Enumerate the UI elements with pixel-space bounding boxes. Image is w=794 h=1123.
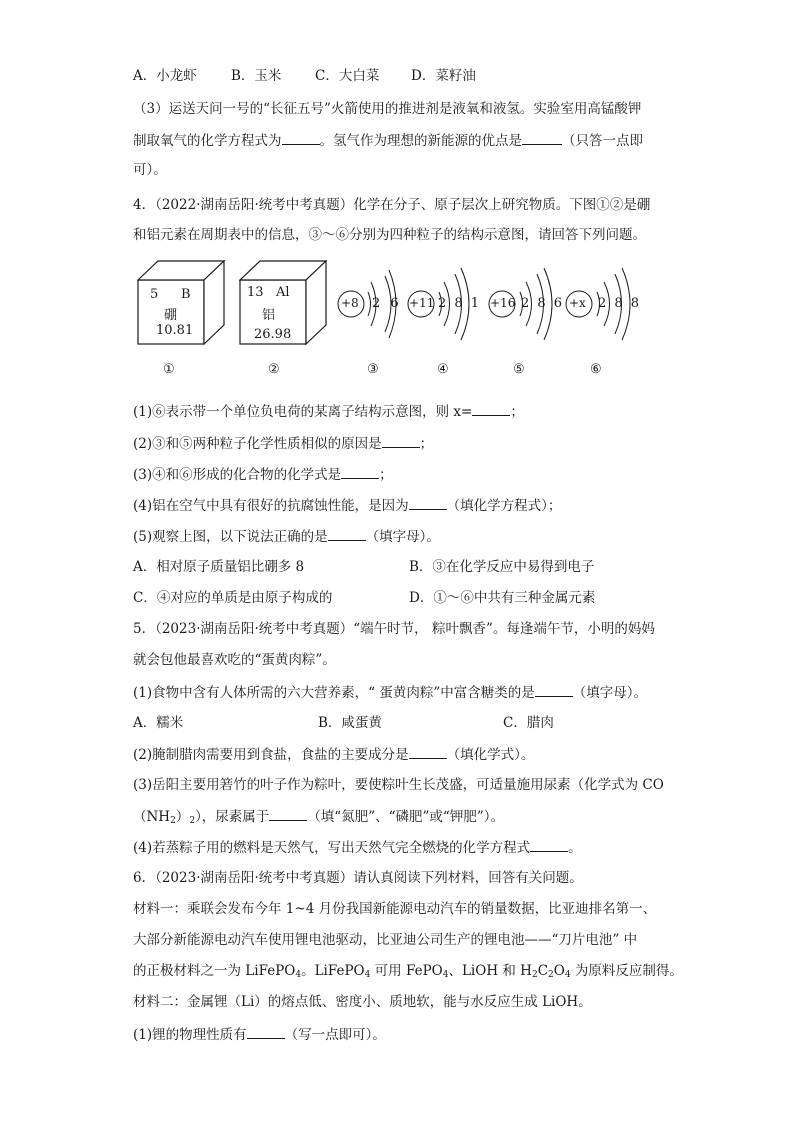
answer-blank[interactable] [269, 807, 307, 821]
q4-line-2: 和铝元素在周期表中的信息，③～⑥分别为四种粒子的结构示意图，请回答下列问题。 [133, 227, 646, 243]
option-c: C．大白菜 [315, 68, 380, 84]
q5-sub-1: (1)食物中含有人体所需的六大营养素，“ 蛋黄肉粽”中富含糖类的是 （填字母）。 [133, 685, 647, 701]
q5-sub-3-line-2: $(NH_2)_2$），尿素属于 （填“氮肥”、“磷肥”或“钾肥”）。 [133, 809, 504, 826]
q5-line-1: 5．（2023·湖南岳阳·统考中考真题）“端午时节， 粽叶飘香”。每逢端午节，小明的妈妈 [133, 621, 655, 637]
answer-blank[interactable] [535, 683, 573, 697]
q3-line-1: （3）运送天问一号的“长征五号”火箭使用的推进剂是液氧和液氢。实验室用高锰酸钾 [133, 101, 642, 117]
q6-sub-1: (1)锂的物理性质有 （写一点即可）。 [133, 1027, 386, 1043]
q4-sub-2: (2)③和⑤两种粒子化学性质相似的原因是 ； [133, 436, 434, 452]
answer-blank[interactable] [522, 131, 562, 145]
q5-option-a: A．糯米 [133, 715, 184, 731]
q3-line-3: 可）。 [133, 162, 167, 178]
q5-option-b: B．咸蛋黄 [318, 715, 382, 731]
q5-sub-4: (4)若蒸粽子用的燃料是天然气，写出天然气完全燃烧的化学方程式 。 [133, 840, 582, 856]
q4-sub-4: (4)铝在空气中具有很好的抗腐蚀性能，是因为 （填化学方程式）； [133, 498, 562, 514]
q4-sub-5: (5)观察上图，以下说法正确的是 （填字母）。 [133, 529, 440, 545]
label-5: ⑤ [513, 362, 525, 377]
q3-line-2: 制取氧气的化学方程式为 。氢气作为理想的新能源的优点是 （只答一点即 [133, 133, 643, 149]
q6-line-4: 的正极材料之一为 LiFePO$_4$。LiFePO$_4$ 可用 FePO$_4$、LiOH 和 $H_2C_2O_4$ 为原料反应制得。 [133, 963, 683, 980]
q5-option-c: C．腊肉 [503, 715, 554, 731]
answer-blank[interactable] [530, 838, 568, 852]
answer-blank[interactable] [247, 1025, 285, 1039]
answer-blank[interactable] [472, 402, 510, 416]
q5-sub-3-line-1: (3)岳阳主要用箬竹的叶子作为粽叶，要使粽叶生长茂盛，可适量施用尿素（化学式为 CO [133, 777, 664, 793]
boron-name: 硼 [164, 308, 178, 323]
boron-number: 5 [150, 287, 159, 302]
answer-blank[interactable] [409, 745, 447, 759]
q4-option-c: C．④对应的单质是由原子构成的 [133, 590, 333, 606]
al-number: 13 [247, 285, 264, 300]
atom4-nucleus: +11 [409, 296, 435, 310]
atom6-shells: 2 8 8 [598, 296, 640, 311]
q6-line-1: 6．（2023·湖南岳阳·统考中考真题）请认真阅读下列材料，回答有关问题。 [133, 870, 583, 886]
answer-blank[interactable] [282, 131, 320, 145]
atom4-shells: 2 8 1 [438, 296, 480, 311]
q4-option-a: A．相对原子质量铝比硼多 8 [133, 559, 305, 575]
label-3: ③ [367, 362, 379, 377]
al-name: 铝 [262, 308, 276, 323]
q6-line-5: 材料二：金属锂（Li）的熔点低、密度小、质地软，能与水反应生成 LiOH。 [133, 994, 592, 1010]
q5-line-2: 就会包他最喜欢吃的“蛋黄肉粽”。 [133, 652, 336, 668]
q4-option-d: D．①～⑥中共有三种金属元素 [409, 590, 596, 606]
q6-line-2: 材料一：乘联会发布今年 1~4 月份我国新能源电动汽车的销量数据，比亚迪排名第一、 [133, 901, 657, 917]
q4-sub-1: (1)⑥表示带一个单位负电荷的某离子结构示意图，则 x= ； [133, 404, 524, 420]
answer-blank[interactable] [341, 465, 379, 479]
boron-mass: 10.81 [156, 323, 194, 338]
atom3-nucleus: +8 [341, 296, 359, 310]
label-1: ① [163, 362, 175, 377]
atom3-shells: 2 6 [372, 296, 399, 311]
label-6: ⑥ [590, 362, 602, 377]
q6-line-3: 大部分新能源电动汽车使用锂电池驱动，比亚迪公司生产的锂电池——“刀片电池” 中 [133, 932, 638, 948]
answer-blank[interactable] [382, 434, 420, 448]
q5-sub-2: (2)腌制腊肉需要用到食盐，食盐的主要成分是 （填化学式）。 [133, 747, 535, 763]
q4-sub-3: (3)④和⑥形成的化合物的化学式是 ； [133, 467, 393, 483]
answer-blank[interactable] [328, 527, 366, 541]
label-4: ④ [437, 362, 449, 377]
label-2: ② [268, 362, 280, 377]
q4-option-b: B．③在化学反应中易得到电子 [409, 559, 595, 575]
answer-blank[interactable] [409, 496, 447, 510]
atom5-nucleus: +16 [490, 296, 516, 310]
option-a: A．小龙虾 [133, 68, 197, 84]
atom6-nucleus: +x [569, 296, 586, 310]
option-b: B．玉米 [231, 68, 282, 84]
q4-line-1: 4．（2022·湖南岳阳·统考中考真题）化学在分子、原子层次上研究物质。下图①②是硼 [133, 197, 651, 213]
al-mass: 26.98 [254, 327, 292, 342]
option-d: D．菜籽油 [411, 68, 476, 84]
boron-symbol: B [181, 287, 191, 302]
prev-question-options [133, 67, 476, 85]
al-symbol: Al [276, 285, 290, 300]
atom5-shells: 2 8 6 [521, 296, 563, 311]
